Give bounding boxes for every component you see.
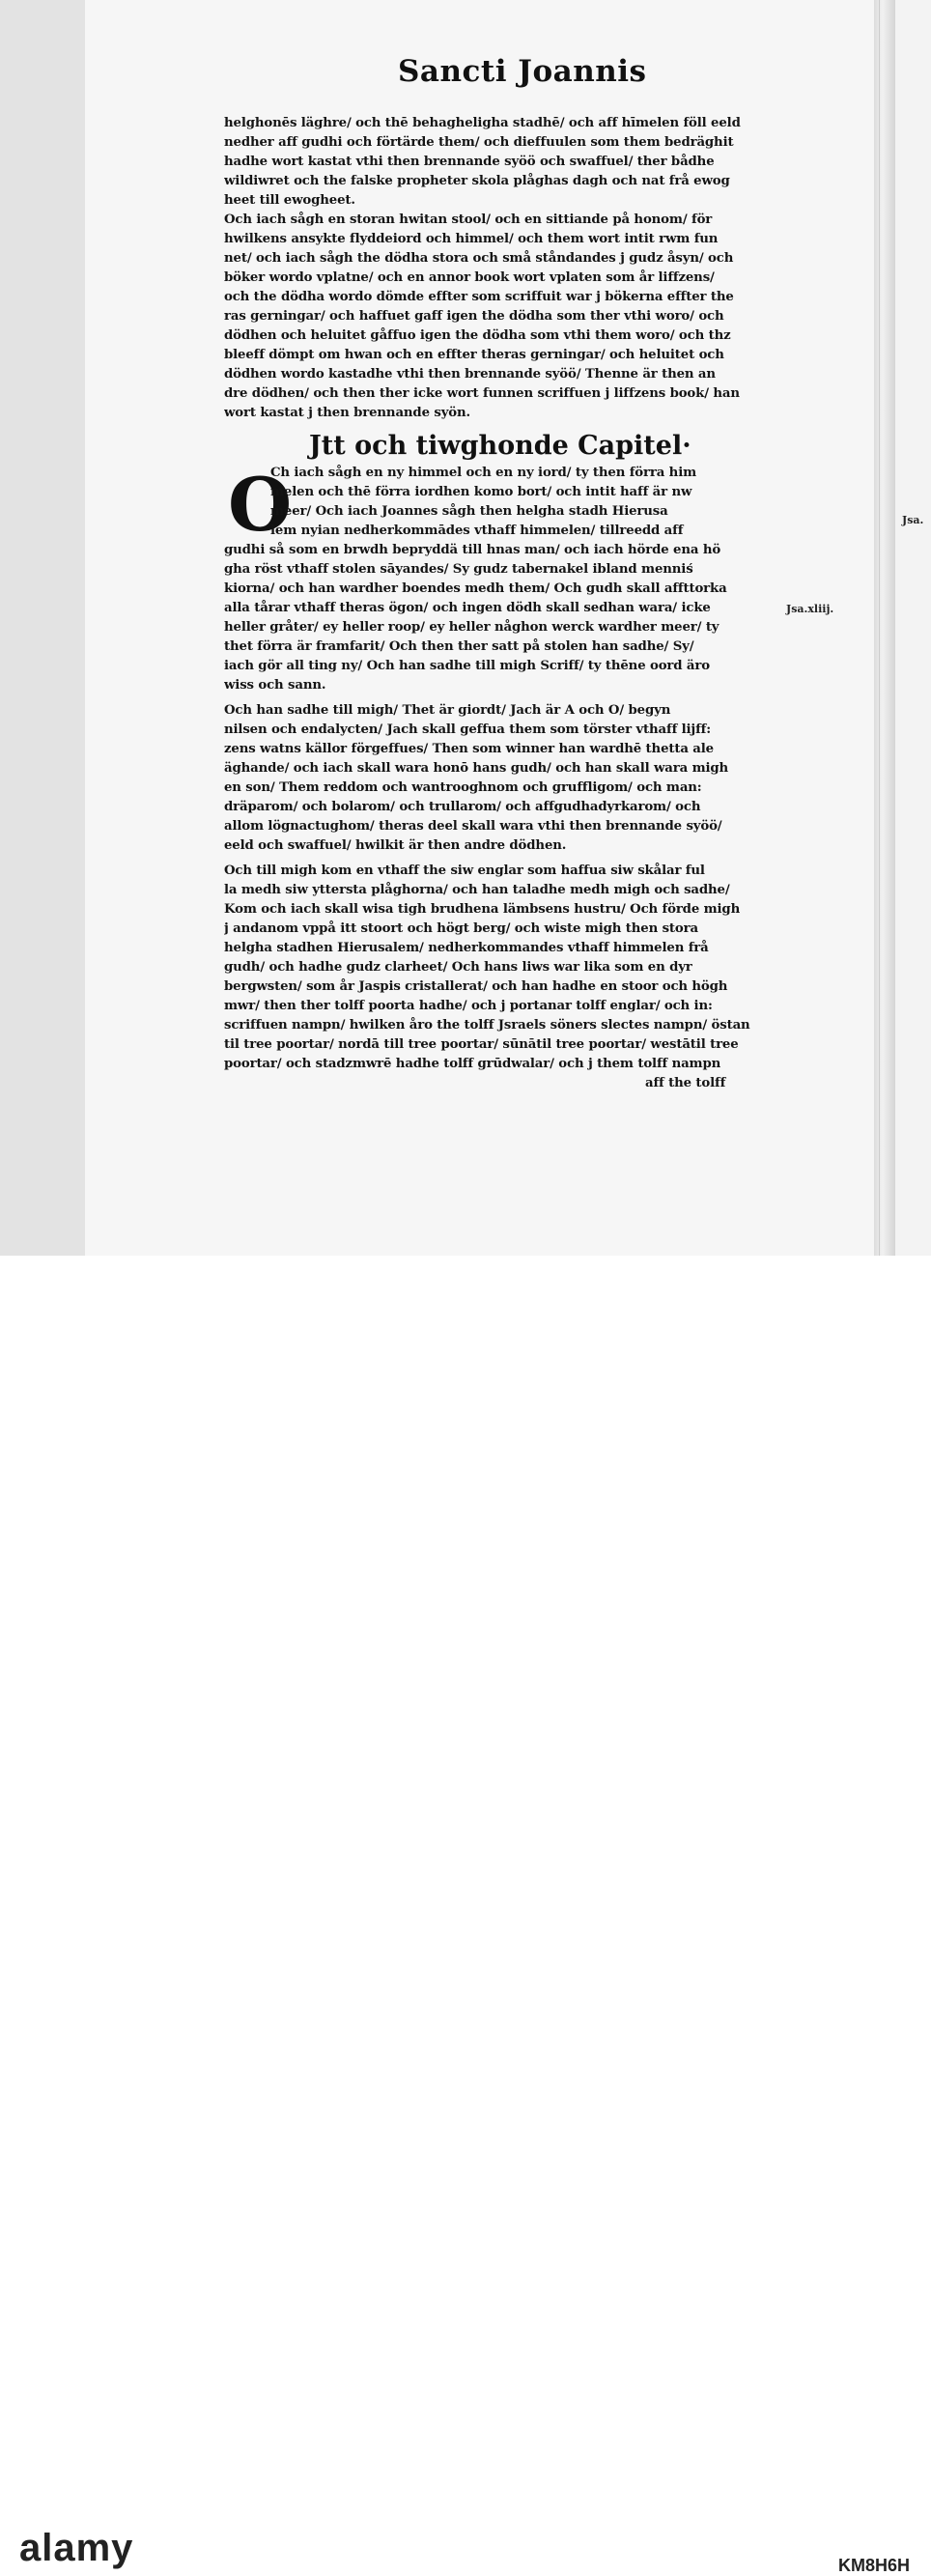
- text-line: gha röst vthaff stolen sāyandes/ Sy gudz tabernakel ibland menniś: [224, 562, 693, 577]
- text-line: hwilkens ansykte flyddeiord och himmel/ och them wort intit rwm fun: [224, 232, 719, 246]
- text-line: lem nyian nedherkommādes vthaff himmelen/ tillreedd aff: [270, 524, 684, 538]
- text-line: gudhi så som en brwdh bepryddä till hnas man/ och iach hörde ena hö: [224, 543, 721, 557]
- text-line: bleeff dömpt om hwan och en effter theras gerningar/ och heluitet och: [224, 348, 724, 362]
- text-line: allom lögnactughom/ theras deel skall wara vthi then brennande syöö/: [224, 819, 722, 834]
- text-line: gudh/ och hadhe gudz clarheet/ Och hans liws war lika som en dyr: [224, 960, 692, 975]
- text-line: scriffuen nampn/ hwilken åro the tolff Jsraels söners slectes nampn/ östan: [224, 1018, 750, 1033]
- text-line: böker wordo vplatne/ och en annor book wort vplaten som år liffzens/: [224, 270, 715, 285]
- text-line: la medh siw yttersta plåghorna/ och han taladhe medh migh och sadhe/: [224, 883, 730, 897]
- text-line: Kom och iach skall wisa tigh brudhena lämbsens hustru/ Och förde migh: [224, 902, 741, 917]
- text-line: net/ och iach sågh the dödha stora och små ståndandes j gudz åsyn/ och: [224, 251, 734, 266]
- running-header: Sancti Joannis: [398, 54, 647, 89]
- text-line: meer/ Och iach Joannes sågh then helgha stadh Hierusa: [270, 504, 668, 519]
- text-line: poortar/ och stadzmwrē hadhe tolff grūdwalar/ och j them tolff nampn: [224, 1057, 721, 1071]
- text-line: melen och thē förra iordhen komo bort/ och intit haff är nw: [270, 485, 692, 499]
- text-line: kiorna/ och han wardher boendes medh them/ Och gudh skall affttorka: [224, 581, 727, 596]
- text-line: eeld och swaffuel/ hwilkit är then andre dödhen.: [224, 838, 567, 853]
- stock-image-id: KM8H6H: [837, 2556, 910, 2575]
- facing-page-edge: [874, 0, 895, 1256]
- text-line: dödhen och heluitet gåffuo igen the dödha som vthi them woro/ och thz: [224, 328, 731, 343]
- text-line: Ch iach sågh en ny himmel och en ny iord/ ty then förra him: [270, 466, 697, 480]
- text-line: dräparom/ och bolarom/ och trullarom/ och affgudhadyrkarom/ och: [224, 800, 701, 814]
- text-line: äghande/ och iach skall wara honō hans gudh/ och han skall wara migh: [224, 761, 729, 776]
- text-line: hadhe wort kastat vthi then brennande syöö och swaffuel/ ther bådhe: [224, 155, 715, 169]
- watermark-bar: [0, 1256, 931, 2575]
- text-line: wildiwret och the falske propheter skola plåghas dagh och nat frå ewog: [224, 174, 730, 188]
- text-line: helgha stadhen Hierusalem/ nedherkommandes vthaff himmelen frå: [224, 941, 709, 955]
- text-line: heller gråter/ ey heller roop/ ey heller någhon werck wardher meer/ ty: [224, 620, 719, 635]
- text-line: ras gerningar/ och haffuet gaff igen the dödha som ther vthi woro/ och: [224, 309, 724, 324]
- text-line: j andanom vppå itt stoort och högt berg/ och wiste migh then stora: [224, 921, 698, 936]
- text-line: til tree poortar/ nordā till tree poortar/ sūnātil tree poortar/ westātil tree: [224, 1037, 739, 1052]
- text-line: wort kastat j then brennande syön.: [224, 406, 470, 420]
- chapter-heading: Jtt och tiwghonde Capitel·: [309, 431, 691, 461]
- text-line: Och till migh kom en vthaff the siw englar som haffua siw skålar ful: [224, 863, 705, 878]
- text-line: Och han sadhe till migh/ Thet är giordt/ Jach är A och O/ begyn: [224, 703, 671, 718]
- text-line: wiss och sann.: [224, 678, 326, 693]
- scanned-page-photo: [0, 0, 931, 1256]
- text-line: nedher aff gudhi och förtärde them/ och dieffuulen som them bedräghit: [224, 135, 734, 150]
- text-line: nilsen och endalycten/ Jach skall geffua them som törster vthaff lijff:: [224, 722, 711, 737]
- text-line: mwr/ then ther tolff poorta hadhe/ och j portanar tolff englar/ och in:: [224, 999, 713, 1013]
- page-fold-line: [879, 0, 880, 1256]
- margin-reference-note: Jsa.: [902, 514, 924, 526]
- text-line: zens watns källor förgeffues/ Then som winner han wardhē thetta ale: [224, 742, 714, 756]
- decorated-initial-letter: O: [228, 462, 293, 548]
- text-line: bergwsten/ som år Jaspis cristallerat/ och han hadhe en stoor och högh: [224, 979, 728, 994]
- text-line: thet förra är framfarit/ Och then ther satt på stolen han sadhe/ Sy/: [224, 639, 694, 654]
- text-line: Och iach sågh en storan hwitan stool/ och en sittiande på honom/ för: [224, 212, 713, 227]
- text-line: heet till ewogheet.: [224, 193, 355, 208]
- text-line: iach gör all ting ny/ Och han sadhe till migh Scriff/ ty thēne oord äro: [224, 659, 710, 673]
- text-line: helghonēs läghre/ och thē behagheligha stadhē/ och aff hīmelen föll eeld: [224, 116, 741, 130]
- margin-reference-note: Jsa.xliij.: [786, 603, 834, 615]
- text-line: dödhen wordo kastadhe vthi then brennande syöö/ Thenne är then an: [224, 367, 716, 382]
- facing-page-strip: [895, 0, 931, 1256]
- text-line: en son/ Them reddom och wantrooghnom och gruffligom/ och man:: [224, 780, 702, 795]
- catchword: aff the tolff: [645, 1076, 726, 1090]
- text-line: dre dödhen/ och then ther icke wort funnen scriffuen j liffzens book/ han: [224, 386, 740, 401]
- text-line: och the dödha wordo dömde effter som scriffuit war j bökerna effter the: [224, 290, 734, 304]
- alamy-logo: alamy: [19, 2527, 134, 2569]
- text-line: alla tårar vthaff theras ögon/ och ingen dödh skall sedhan wara/ icke: [224, 601, 711, 615]
